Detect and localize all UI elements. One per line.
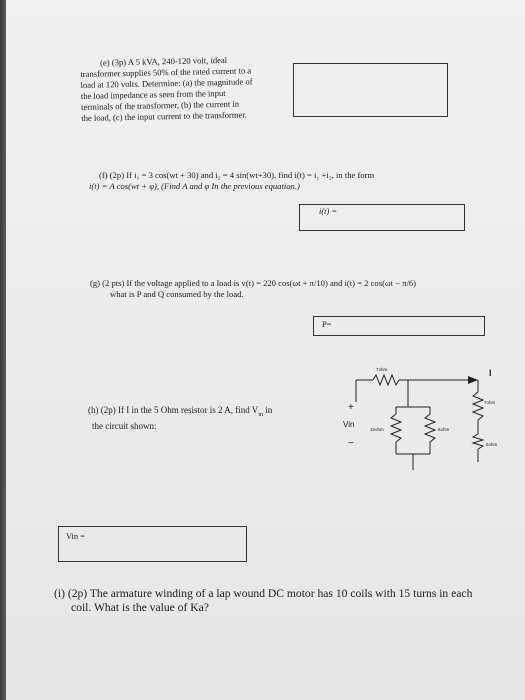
question-i-line1: (i) (2p) The armature winding of a lap wound DC motor has 10 coils with 15 turns in each bbox=[54, 587, 473, 600]
current-arrow bbox=[468, 376, 478, 384]
label-r-6: 6ohm bbox=[438, 427, 450, 432]
label-plus: + bbox=[348, 402, 354, 413]
label-current: I bbox=[489, 368, 492, 378]
question-i bbox=[54, 587, 514, 615]
question-i-line2: coil. What is the value of Ka? bbox=[71, 601, 209, 614]
label-r-12: 12ohm bbox=[370, 427, 384, 432]
answer-label-f: i(t) = bbox=[319, 207, 337, 216]
answer-label-h: Vin = bbox=[66, 532, 85, 541]
exam-page bbox=[6, 0, 525, 700]
resistor-12ohm bbox=[391, 414, 401, 442]
question-g-line2: what is P and Q consumed by the load. bbox=[110, 289, 244, 299]
resistor-right-top bbox=[473, 392, 483, 420]
answer-box-g[interactable] bbox=[313, 316, 485, 336]
question-e-line: terminals of the transformer, (b) the current in bbox=[80, 98, 240, 112]
label-minus: − bbox=[348, 438, 354, 449]
question-h-line1 bbox=[88, 405, 328, 421]
question-f-line1: (f) (2p) If i₁ = 3 cos(wt + 30) and i₂ = 4 sin(wt+30), find i(t) = i₁ +i₂, in the form bbox=[99, 170, 375, 180]
vin-subscript: in bbox=[258, 411, 263, 418]
question-g-line1: (g) (2 pts) If the voltage applied to a load is v(t) = 220 cos(ωt + π/10) and i(t) = 2 cos(ωt − π/6) bbox=[90, 278, 417, 288]
answer-label-g: P= bbox=[322, 320, 332, 329]
question-e-line: load at 120 volts. Determine: (a) the magnitude of bbox=[80, 76, 253, 90]
question-h-line2: the circuit shown: bbox=[92, 420, 157, 431]
circuit-diagram bbox=[328, 362, 525, 482]
question-h-text-end: in bbox=[262, 405, 273, 415]
answer-box-f[interactable] bbox=[299, 204, 465, 231]
answer-box-h[interactable] bbox=[58, 526, 247, 562]
answer-box-e[interactable] bbox=[293, 63, 448, 117]
label-r-5: 5ohm bbox=[486, 442, 498, 447]
resistor-top bbox=[373, 375, 399, 385]
question-e-line: the load, (c) the input current to the transformer. bbox=[81, 109, 247, 123]
label-r-right-top: 7ohm bbox=[484, 400, 496, 405]
question-h bbox=[88, 405, 328, 432]
question-g bbox=[90, 278, 510, 300]
question-e bbox=[80, 53, 311, 124]
label-vin: Vin bbox=[343, 420, 355, 429]
label-r-top: 7ohm bbox=[376, 367, 388, 372]
question-f-line2: i(t) = A cos(wt + φ), (Find A and φ In the previous equation.) bbox=[89, 181, 300, 191]
question-h-text: (h) (2p) If I in the 5 Ohm resistor is 2 A, find V bbox=[88, 405, 259, 415]
question-e-line: transformer supplies 50% of the rated current to a bbox=[80, 65, 252, 79]
question-e-line: (e) (3p) A 5 kVA, 240-120 volt, ideal bbox=[99, 54, 228, 68]
resistor-6ohm bbox=[425, 414, 435, 442]
question-f bbox=[89, 170, 489, 192]
resistor-right-bottom bbox=[473, 434, 483, 449]
question-e-line: the load impedance as seen from the input bbox=[80, 87, 226, 101]
